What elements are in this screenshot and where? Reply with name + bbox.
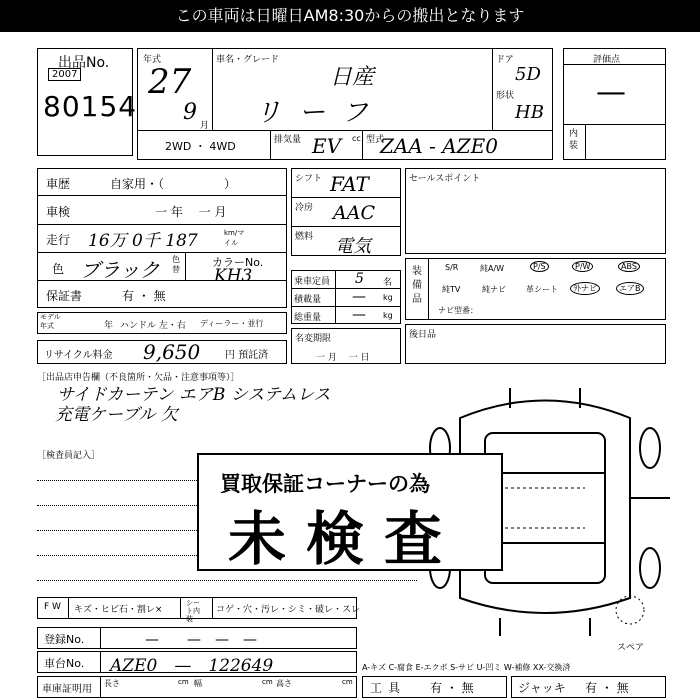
weight-label: 総重量 [294, 313, 322, 323]
model-year-unit: 年 [104, 321, 114, 331]
equip-nav: 純ナビ [482, 285, 506, 294]
mileage-value: 16万 0千 187 [88, 231, 198, 251]
lot-year-stamp: 2007 [48, 68, 81, 81]
mileage-label: 走行 [46, 233, 71, 247]
nav-model-label: ナビ型番： [438, 306, 478, 315]
stamp-line2: 未検査 [228, 505, 463, 573]
dealer-options: ディーラー・並行 [200, 319, 264, 328]
width-unit: cm [262, 678, 273, 686]
garage-cert-label: 車庫証明用 [42, 684, 92, 695]
weight-value: — [352, 307, 366, 323]
equip-tv: 純TV [442, 285, 461, 294]
seat-text: コゲ・穴・汚レ・シミ・破レ・スレ [216, 605, 361, 615]
lot-number: 80154 [43, 90, 138, 123]
expiry-value: 一 月 一 日 [316, 353, 370, 363]
load-unit: kg [383, 293, 393, 302]
handle-options: ハンドル 左・右 [120, 321, 186, 331]
interior-label: 内装 [569, 129, 579, 151]
registration-value: — — — — [145, 632, 257, 648]
color-no-label: カラーNo. [212, 256, 264, 269]
tools-label: 工具 [370, 681, 407, 695]
notes-line2: 充電ケーブル 欠 [55, 405, 178, 425]
door-label: ドア [496, 55, 514, 65]
fuel-label: 燃料 [295, 232, 314, 242]
seat-label: シート内装 [186, 599, 200, 623]
car-name-label: 車名・グレード [216, 55, 280, 65]
model-code-label: 型式 [366, 135, 385, 145]
capacity-value: 5 [355, 271, 364, 287]
displacement-unit: cc [352, 134, 361, 143]
notes-label: ［出品店申告欄（不良箇所・欠品・注意事項等）］ [37, 373, 240, 383]
chassis-value: AZE0 — 122649 [110, 656, 274, 676]
mileage-unit: km/マイル [224, 229, 245, 247]
color-value: ブラック [80, 258, 160, 282]
height-unit: cm [342, 678, 353, 686]
capacity-label: 乗車定員 [294, 277, 331, 287]
equip-abs: ABS [618, 261, 640, 272]
history-label: 車歴 [46, 177, 71, 191]
recycle-label: リサイクル料金 [44, 350, 113, 361]
aircon-label: 冷房 [295, 203, 314, 213]
aircon-value: AAC [333, 202, 375, 224]
recycle-value: 9,650 [143, 340, 201, 364]
displacement-value: EV [312, 134, 342, 158]
history-value: 自家用・（ ） [110, 177, 237, 191]
notes-line1: サイドカーテン エアB システムレス [57, 385, 331, 405]
equip-leather: 革シート [526, 285, 558, 294]
equip-ps: P/S [530, 261, 549, 272]
score-label: 評価点 [593, 55, 621, 65]
maker-value: 日産 [330, 65, 375, 90]
year-label: 年式 [143, 55, 162, 65]
length-unit: cm [178, 678, 189, 686]
spare-label: スペア [617, 643, 645, 653]
color-replaced-label: 色替 [172, 255, 180, 274]
expiry-label: 名変期限 [295, 334, 332, 344]
chassis-label: 車台No. [44, 657, 85, 670]
weight-unit: kg [383, 311, 393, 320]
color-no-value: KH3 [214, 266, 253, 286]
equip-aw: 純A/W [480, 264, 505, 273]
sales-point-label: セールスポイント [409, 174, 481, 184]
shift-value: FAT [330, 172, 369, 196]
month-value: 9 [183, 100, 197, 125]
height-label: 高さ [276, 679, 292, 688]
color-label: 色 [52, 262, 65, 276]
equip-pw: P/W [572, 261, 593, 272]
fuel-value: 電気 [335, 236, 371, 257]
warranty-value: 有 ・ 無 [122, 289, 166, 303]
after-items-label: 後日品 [409, 330, 437, 340]
fw-text: キズ・ヒビ石・割レ× [74, 605, 163, 615]
model-code-value: ZAA - AZE0 [380, 134, 498, 158]
equip-ext-nav: 外ナビ [570, 282, 600, 295]
shape-label: 形状 [496, 91, 515, 101]
displacement-label: 排気量 [274, 135, 302, 145]
inspection-value: 一 年 一 月 [155, 205, 227, 219]
equip-airbag: エアB [616, 282, 644, 295]
registration-label: 登録No. [44, 633, 85, 646]
shape-value: HB [515, 102, 544, 123]
month-unit: 月 [200, 121, 210, 131]
length-label: 長さ [104, 679, 120, 688]
drive-options: 2WD ・ 4WD [165, 140, 236, 153]
warranty-label: 保証書 [46, 289, 83, 303]
jack-value: 有 ・ 無 [585, 681, 629, 695]
fw-label: F W [44, 602, 61, 612]
year-value: 27 [148, 62, 192, 102]
pickup-notice-banner: この車両は日曜日AM8:30からの搬出となります [0, 0, 700, 32]
inspection-label: 車検 [46, 205, 71, 219]
stamp-line1: 買取保証コーナーの為 [220, 472, 430, 496]
model-year-label: モデル年式 [40, 313, 61, 330]
score-value: — [596, 75, 626, 110]
model-value: リーフ [255, 98, 386, 128]
equipment-label: 装備品 [412, 266, 422, 305]
damage-legend: A-キズ C-腐食 E-エクボ S-サビ U-凹ミ W-補修 XX-交換済 [362, 663, 571, 672]
load-value: — [352, 289, 366, 305]
after-items-box [405, 324, 666, 364]
inspector-label: ［検査員記入］ [37, 451, 101, 461]
capacity-unit: 名 [383, 278, 393, 288]
tools-value: 有 ・ 無 [430, 681, 474, 695]
jack-label: ジャッキ [518, 681, 566, 695]
door-value: 5D [515, 64, 541, 85]
recycle-unit: 円 預託済 [225, 350, 269, 361]
shift-label: シフト [295, 174, 323, 184]
load-label: 積載量 [294, 295, 322, 305]
width-label: 幅 [194, 679, 202, 688]
equip-sr: S/R [445, 263, 459, 272]
lot-label: 出品No. [58, 55, 110, 71]
